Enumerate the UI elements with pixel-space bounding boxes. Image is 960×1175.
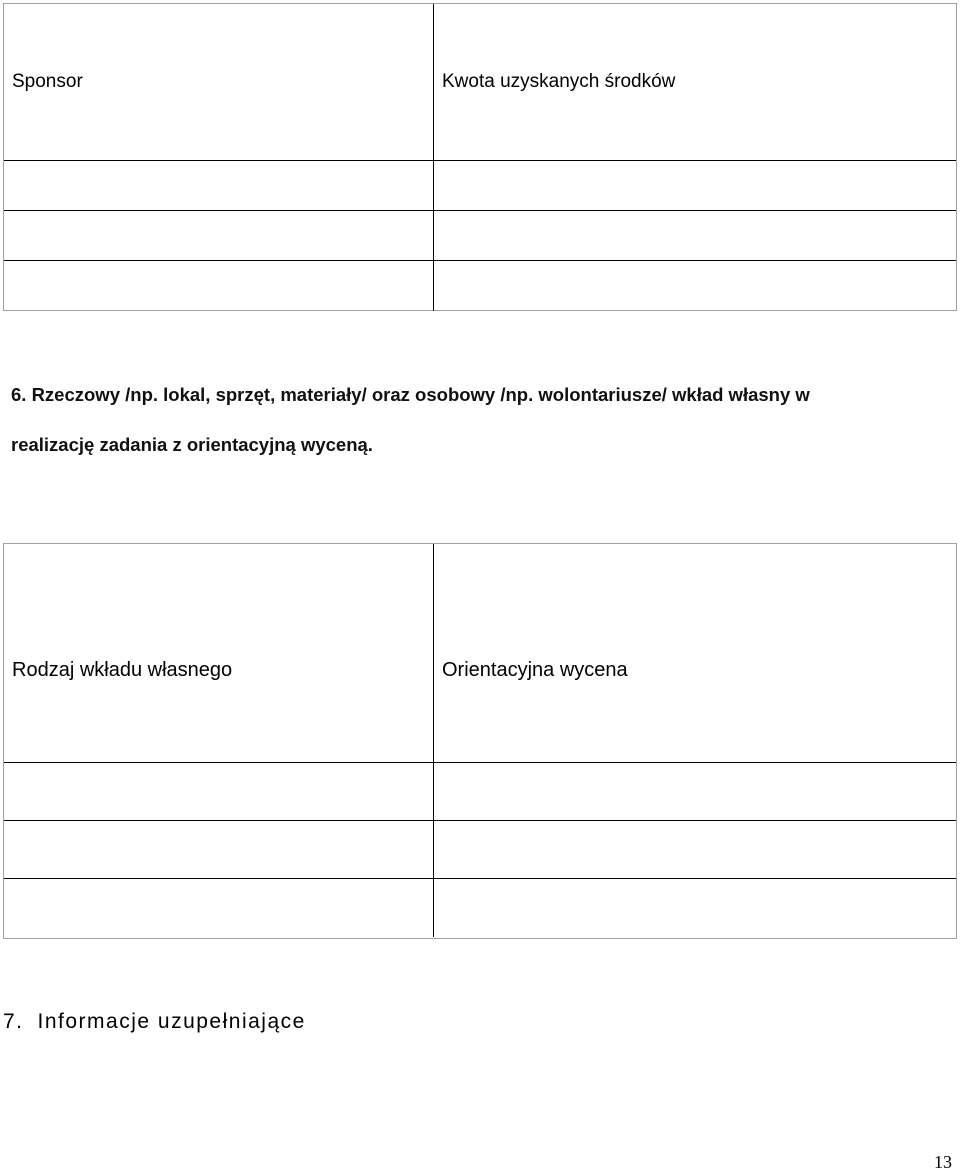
estimate-cell[interactable] [434,821,956,878]
sponsor-table-header-row [4,4,956,161]
funds-cell[interactable] [434,161,956,210]
sponsor-table [3,3,957,311]
table-row [4,161,956,211]
page-number: 13 [934,1152,952,1172]
sponsor-column-header: Sponsor [4,4,434,160]
section-7-title: Informacje uzupełniające [37,1010,306,1033]
section-6-line-2: realizację zadania z orientacyjną wyceną. [11,434,373,455]
funds-cell[interactable] [434,211,956,260]
table-row [4,211,956,261]
funds-column-header: Kwota uzyskanych środków [442,71,676,92]
table-row [4,879,956,937]
sponsor-cell[interactable] [4,261,434,311]
table-row [4,763,956,821]
estimate-cell[interactable] [434,763,956,820]
section-6-heading [11,370,956,470]
contribution-table [3,543,957,939]
contribution-type-column-header: Rodzaj wkładu własnego [4,544,434,762]
contribution-type-cell[interactable] [4,763,434,820]
table-row [4,261,956,311]
section-6-line-1: 6. Rzeczowy /np. lokal, sprzęt, materiały/ oraz osobowy /np. wolontariusze/ wkład własny w [11,384,810,405]
section-7-heading [3,1010,306,1034]
sponsor-cell[interactable] [4,161,434,210]
sponsor-cell[interactable] [4,211,434,260]
contribution-type-cell[interactable] [4,821,434,878]
table-row [4,821,956,879]
funds-cell[interactable] [434,261,956,311]
estimate-cell[interactable] [434,879,956,937]
contribution-table-header-row [4,544,956,763]
section-7-number: 7. [3,1010,24,1033]
contribution-type-cell[interactable] [4,879,434,937]
estimate-column-header: Orientacyjna wycena [442,658,628,681]
